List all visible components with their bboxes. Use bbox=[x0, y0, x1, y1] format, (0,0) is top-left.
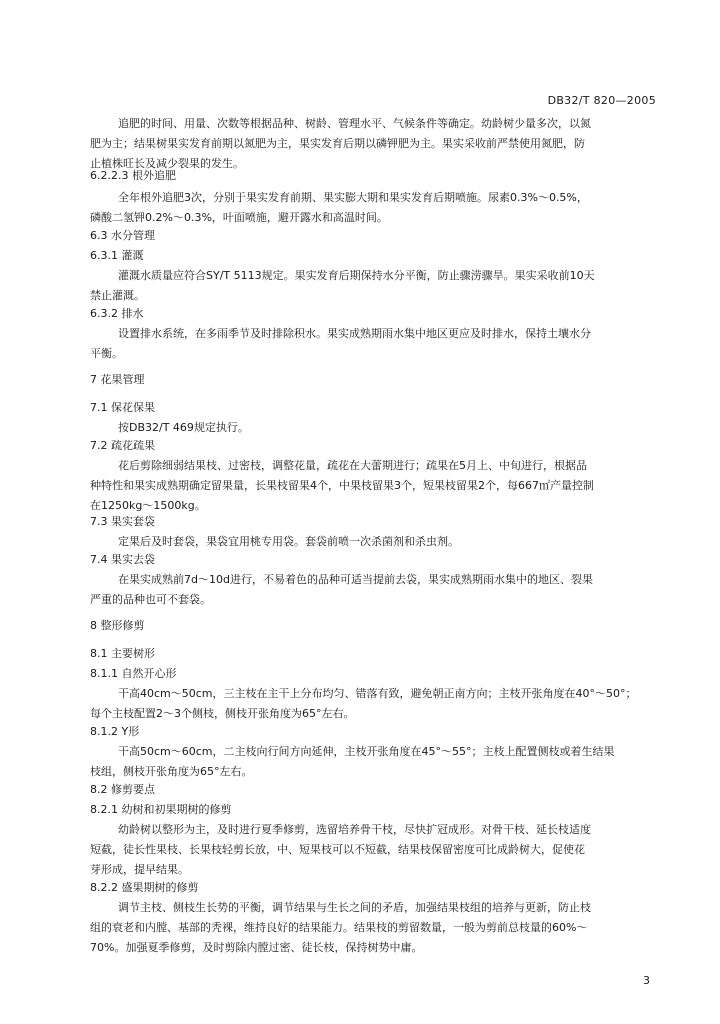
paragraph bbox=[90, 742, 666, 782]
text-line: 芽形成，提早结果。 bbox=[90, 863, 189, 876]
text-line: 在1250kg～1500kg。 bbox=[90, 499, 206, 512]
section-heading: 7.2 疏花疏果 bbox=[90, 439, 155, 452]
text-line: 禁止灌溉。 bbox=[90, 289, 145, 302]
text-line: 组的衰老和内膛、基部的秃裸，维持良好的结果能力。结果枝的剪留数量，一般为剪前总枝量的60%～ bbox=[90, 921, 588, 934]
chapter-heading: 8 整形修剪 bbox=[90, 619, 145, 632]
paragraph bbox=[90, 266, 666, 306]
section-heading: 7.4 果实去袋 bbox=[90, 553, 155, 566]
text-line: 止植株旺长及减少裂果的发生。 bbox=[90, 157, 244, 170]
text-line: 干高40cm～50cm，三主枝在主干上分布均匀、错落有致，避免朝正南方向；主枝开张角度在40°～50°； bbox=[118, 687, 637, 700]
chapter-heading: 7 花果管理 bbox=[90, 373, 145, 386]
paragraph bbox=[90, 418, 666, 438]
text-line: 每个主枝配置2～3个侧枝，侧枝开张角度为65°左右。 bbox=[90, 707, 355, 720]
section-heading: 7.1 保花保果 bbox=[90, 401, 155, 414]
text-line: 平衡。 bbox=[90, 347, 123, 360]
paragraph bbox=[90, 456, 666, 516]
text-line: 种特性和果实成熟期确定留果量，长果枝留果4个，中果枝留果3个，短果枝留果2个，每667㎡产量控制 bbox=[90, 479, 594, 492]
text-line: 设置排水系统，在多雨季节及时排除积水。果实成熟期雨水集中地区更应及时排水，保持土壤水分 bbox=[118, 327, 591, 340]
text-line: 干高50cm～60cm，二主枝向行间方向延伸，主枝开张角度在45°～55°；主枝上配置侧枝或着生结果 bbox=[118, 745, 615, 758]
section-heading: 8.2.1 幼树和初果期树的修剪 bbox=[90, 803, 232, 816]
section-heading: 8.2.2 盛果期树的修剪 bbox=[90, 881, 199, 894]
section-heading: 8.1.1 自然开心形 bbox=[90, 667, 177, 680]
text-line: 严重的品种也可不套袋。 bbox=[90, 593, 211, 606]
text-line: 调节主枝、侧枝生长势的平衡，调节结果与生长之间的矛盾，加强结果枝组的培养与更新，防止枝 bbox=[118, 901, 591, 914]
section-heading: 7.3 果实套袋 bbox=[90, 515, 155, 528]
text-line: 灌溉水质量应符合SY/T 5113规定。果实发育后期保持水分平衡，防止骤涝骤旱。果实采收前10天 bbox=[118, 269, 595, 282]
text-line: 定果后及时套袋，果袋宜用桃专用袋。套袋前喷一次杀菌剂和杀虫剂。 bbox=[118, 535, 459, 548]
section-heading: 6.3.2 排水 bbox=[90, 307, 144, 320]
paragraph bbox=[90, 114, 666, 174]
paragraph bbox=[90, 324, 666, 364]
text-line: 磷酸二氢钾0.2%～0.3%，叶面喷施，避开露水和高温时间。 bbox=[90, 211, 388, 224]
paragraph bbox=[90, 188, 666, 228]
section-heading: 6.3.1 灌溉 bbox=[90, 249, 144, 262]
page-number: 3 bbox=[643, 974, 650, 987]
paragraph bbox=[90, 570, 666, 610]
paragraph bbox=[90, 532, 666, 552]
section-heading: 8.1 主要树形 bbox=[90, 647, 155, 660]
text-line: 全年根外追肥3次，分别于果实发育前期、果实膨大期和果实发育后期喷施。尿素0.3%～0.5%， bbox=[118, 191, 588, 204]
paragraph bbox=[90, 684, 666, 724]
section-heading: 6.3 水分管理 bbox=[90, 229, 155, 242]
text-line: 花后剪除细弱结果枝、过密枝，调整花量，疏花在大蕾期进行；疏果在5月上、中旬进行，根据品 bbox=[118, 459, 587, 472]
standard-number: DB32/T 820—2005 bbox=[547, 94, 656, 107]
section-heading: 8.1.2 Y形 bbox=[90, 725, 140, 738]
text-line: 70%。加强夏季修剪，及时剪除内膛过密、徒长枝，保持树势中庸。 bbox=[90, 941, 423, 954]
text-line: 在果实成熟前7d～10d进行，不易着色的品种可适当提前去袋，果实成熟期雨水集中的地区、裂果 bbox=[118, 573, 593, 586]
section-heading: 8.2 修剪要点 bbox=[90, 783, 155, 796]
text-line: 幼龄树以整形为主，及时进行夏季修剪，选留培养骨干枝，尽快扩冠成形。对骨干枝、延长枝适度 bbox=[118, 823, 591, 836]
text-line: 枝组，侧枝开张角度为65°左右。 bbox=[90, 765, 253, 778]
text-line: 追肥的时间、用量、次数等根据品种、树龄、管理水平、气候条件等确定。幼龄树少量多次，以氮 bbox=[118, 117, 591, 130]
text-line: 按DB32/T 469规定执行。 bbox=[118, 421, 249, 434]
text-line: 短截，徒长性果枝、长果枝轻剪长放，中、短果枝可以不短截，结果枝保留密度可比成龄树大，促使花 bbox=[90, 843, 585, 856]
text-line: 肥为主；结果树果实发育前期以氮肥为主，果实发育后期以磷钾肥为主。果实采收前严禁使用氮肥，防 bbox=[90, 137, 585, 150]
paragraph bbox=[90, 898, 666, 958]
paragraph bbox=[90, 820, 666, 880]
section-heading: 6.2.2.3 根外追肥 bbox=[90, 169, 176, 182]
